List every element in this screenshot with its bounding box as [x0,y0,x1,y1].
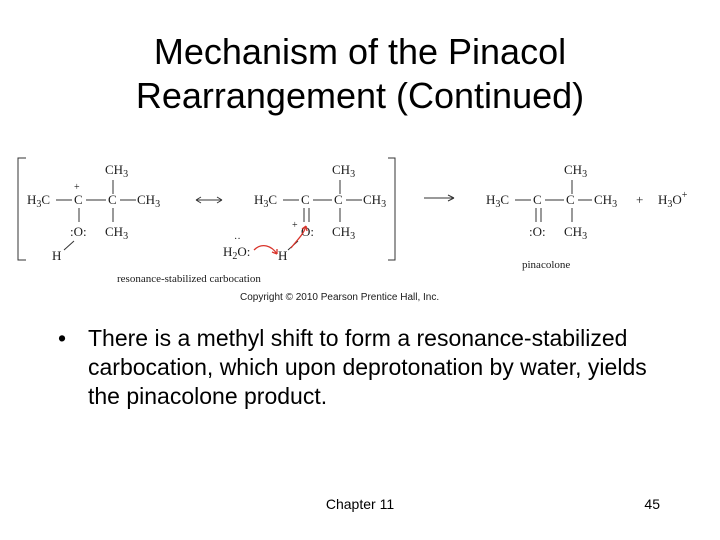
title-line-2: Rearrangement (Continued) [135,75,585,116]
lone-pair: ·· [234,234,241,245]
ch3-label: $CH_3$ [363,192,387,210]
ch3-label: $CH_3$ [332,162,356,180]
ch3-label: $CH_3$ [564,162,588,180]
ch3-label: $CH_3$ [564,224,588,242]
h3c-label: $H_3C$ [27,192,51,210]
h-atom: H [52,248,62,263]
ch3-label: $CH_3$ [105,162,129,180]
slide-title [40,30,680,118]
c-atom: C [533,192,542,207]
right-bracket [388,158,395,260]
o-atom: O: [301,224,315,239]
plus-charge: + [292,220,298,231]
c-atom: C [566,192,575,207]
c-atom: C [334,192,343,207]
structure-1 [27,162,160,263]
left-bracket [18,158,26,260]
reaction-scheme [12,150,708,310]
plus-charge: + [74,182,80,193]
h3c-label: $H_3C$ [486,192,510,210]
pinacolone-caption: pinacolone [522,259,571,271]
c-atom: C [74,192,83,207]
ch3-label: $CH_3$ [332,224,356,242]
o-atom: :O: [529,224,546,239]
bullet-text: There is a methyl shift to form a resonance-stabilized carbocation, which upon deprotonation by water, yields the pinacolone product. [88,325,647,409]
ch3-label: $CH_3$ [105,224,129,242]
bullet-marker: • [58,325,67,351]
h3c-label: $H_3C$ [254,192,278,210]
structure-2 [223,162,386,263]
structure-pinacolone [486,162,688,271]
footer-chapter: Chapter 11 [325,496,395,512]
hydronium: $H_3O^+$ [658,190,688,210]
plus-sign: + [636,192,644,207]
c-atom: C [301,192,310,207]
title-line-1: Mechanism of the Pinacol [153,31,567,72]
h-atom: H [278,248,288,263]
resonance-arrow [196,197,222,203]
resonance-caption: resonance-stabilized carbocation [117,273,261,285]
o-atom: :O: [70,224,87,239]
bullet-list [58,324,678,411]
ch3-label: $CH_3$ [594,192,618,210]
reaction-arrow [424,195,454,201]
ch3-label: $CH_3$ [137,192,161,210]
bullet-item [58,324,678,411]
copyright-notice: Copyright © 2010 Pearson Prentice Hall, Inc. [240,292,440,303]
water-molecule: $H_2O$: [223,244,251,262]
c-atom: C [108,192,117,207]
page-number: 45 [644,496,660,512]
